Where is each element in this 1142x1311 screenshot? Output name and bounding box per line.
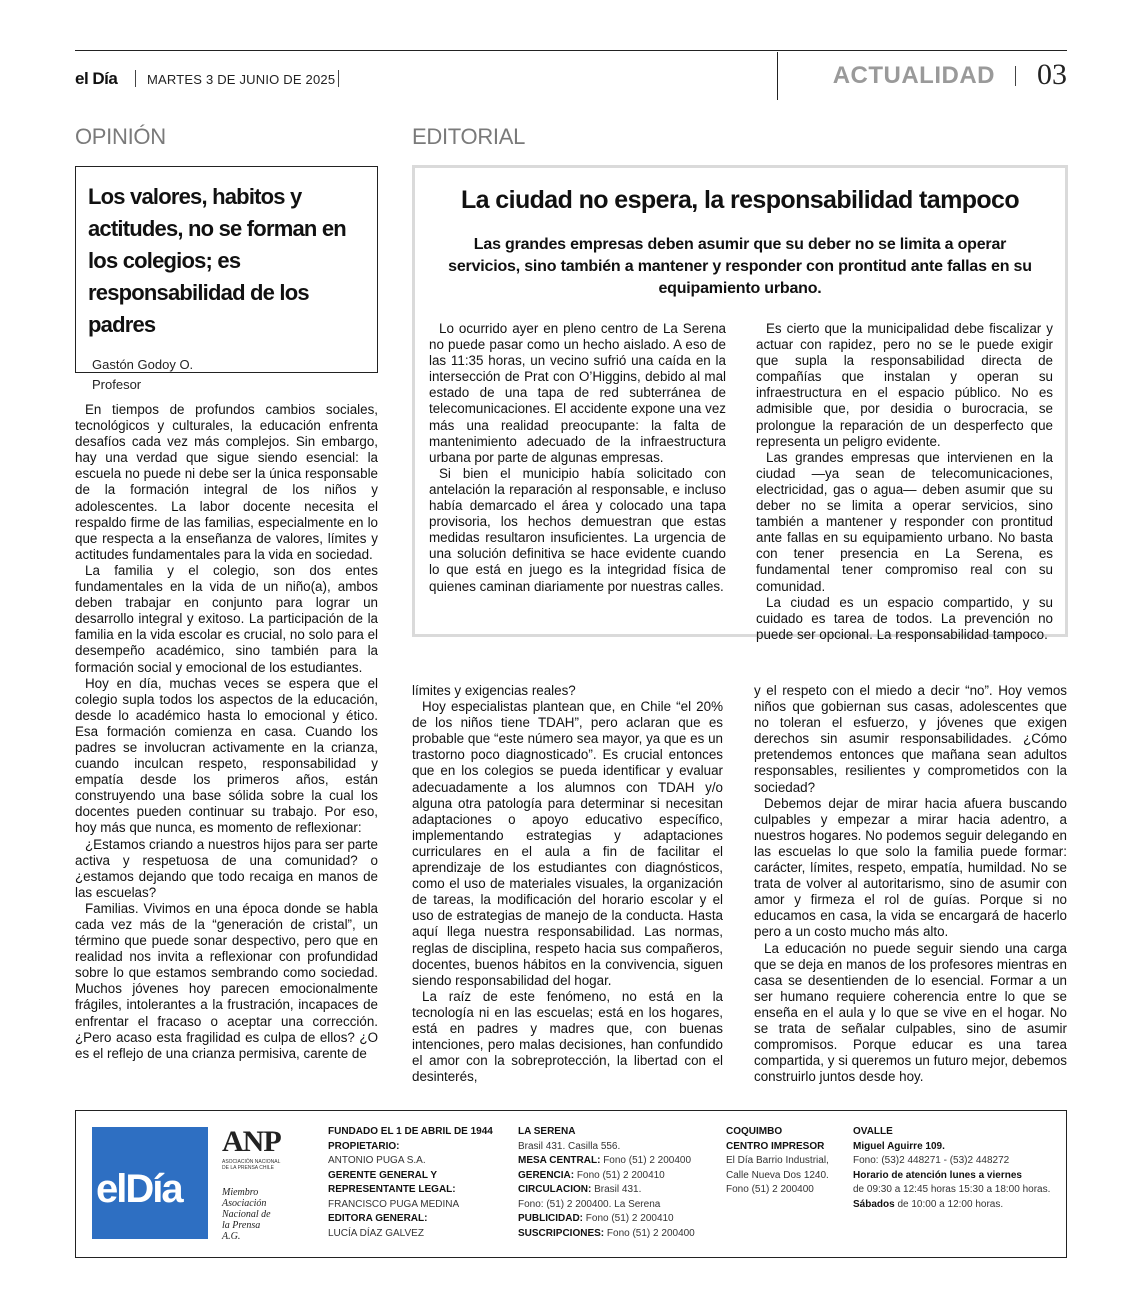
member-line: la Prensa	[222, 1220, 261, 1231]
anp-subtitle: ASOCIACIÓN NACIONAL DE LA PRENSA CHILE	[222, 1159, 281, 1171]
editorial-label: EDITORIAL	[412, 124, 526, 149]
member-line: Miembro	[222, 1187, 259, 1198]
paragraph: Hoy en día, muchas veces se espera que el colegio supla todos los aspectos de la educación, desde lo académico hasta lo emocional y ético. Esa formación comienza en casa. Cuando los padres se involucran activamente en la crianza, cuando inculcan respeto, responsabilidad y empatía desde los primeros años, están construyendo una base sólida sobre la cual los docentes pueden continuar su trabajo. Por eso, hoy más que nunca, es momento de reflexionar:	[75, 675, 378, 836]
contact-value: Fono: (51) 2 200400. La Serena	[518, 1198, 661, 1210]
contact-value: Fono: (53)2 448271 - (53)2 448272	[853, 1155, 1010, 1166]
header-separator	[338, 70, 339, 87]
hours-value: de 10:00 a 12:00 horas.	[897, 1198, 1004, 1210]
issue-date: MARTES 3 DE JUNIO DE 2025	[147, 72, 336, 87]
founded: FUNDADO EL 1 DE ABRIL DE 1944	[328, 1126, 493, 1137]
member-line: A.G.	[222, 1231, 241, 1242]
top-rule	[75, 50, 1067, 51]
opinion-column-2	[412, 683, 723, 1085]
contact-label: PUBLICIDAD:	[518, 1213, 583, 1224]
paragraph: límites y exigencias reales?	[412, 683, 576, 698]
paragraph: La familia y el colegio, son dos entes fundamentales en la vida de un niño(a), ambos deben trabajar en conjunto para lograr un desarrollo integral y exitoso. La participación de la familia en la vida escolar es crucial, no solo para el desempeño académico, sino también para la formación social y emocional de los estudiantes.	[75, 562, 378, 675]
el-dia-logo	[92, 1127, 208, 1239]
hours-value: de 09:30 a 12:45 horas 15:30 a 18:00 horas.	[853, 1184, 1051, 1195]
member-note	[222, 1187, 271, 1242]
paragraph: ¿Estamos criando a nuestros hijos para ser parte activa y respetuosa de una comunidad? o ¿estamos dejando que todo recaiga en manos de las escuelas?	[75, 836, 378, 900]
address: Brasil 431. Casilla 556.	[518, 1140, 621, 1152]
contact-label: MESA CENTRAL:	[518, 1155, 601, 1166]
paragraph: Hoy especialistas plantean que, en Chile “el 20% de los niños tiene TDAH”, pero aclaran que es probable que “este número sea mayor, ya que es un trastorno poco diagnosticado”. Es crucial entonces que en los colegios se pueda identificar y evaluar adecuadamente a los alumnos con TDAH y/o alguna otra patología para determinar si necesitan adaptaciones o apoyo educativo específico, implementando estrategias y adaptaciones curriculares en el aula a fin de facilitar el aprendizaje de los estudiantes con diagnósticos, como el uso de materiales visuales, la organización de tareas, la modificación del horario escolar y el uso de estrategias de manejo de la conducta. Hasta aquí llega nuestra responsabilidad. Las normas, reglas de disciplina, respeto hacia sus compañeros, docentes, buenos hábitos en la convivencia, siguen siendo responsabilidad del hogar.	[412, 699, 723, 988]
contact-value: Fono (51) 2 200400	[606, 1227, 695, 1239]
editorial-box	[412, 165, 1068, 642]
brand-name: el Día	[75, 69, 118, 88]
logo-text: elDía	[96, 1167, 182, 1211]
footer-staff	[328, 1125, 498, 1241]
section-name: ACTUALIDAD	[832, 62, 995, 89]
printer-label: CENTRO IMPRESOR	[726, 1140, 825, 1152]
anp-logo	[222, 1125, 286, 1179]
paragraph: Debemos dejar de mirar hacia afuera buscando culpables y empezar a mirar hacia adentro, a nuestros hogares. No podemos seguir delegando en las escuelas lo que solo la familia puede formar: carácter, límites, respeto, empatía, humildad. No se trata de volver al autoritarismo, sino de asumir con amor y firmeza el rol de guías. Porque si no educamos en casa, la vida se encargará de hacerlo pero a un costo mucho más alto.	[754, 795, 1067, 940]
anp-letters: ANP	[222, 1125, 281, 1158]
footer-ovalle	[853, 1125, 1058, 1212]
paragraph: Familias. Vivimos en una época donde se habla cada vez más de la “generación de cristal”, un término que puede sonar despectivo, pero que en realidad nos invita a reflexionar con profundidad sobre lo que estamos sembrando como sociedad. Muchos jóvenes hoy parecen emocionalmente frágiles, intolerantes a la frustración, incapaces de enfrentar el fracaso o aceptar una corrección. ¿Pero acaso esta fragilidad es culpa de ellos? ¿O es el reflejo de una crianza permisiva, carente de	[75, 900, 378, 1061]
editorial-column-1	[429, 321, 726, 595]
contact-value: Fono (51) 2 200410	[576, 1169, 665, 1181]
member-line: Asociación	[222, 1198, 267, 1209]
owner-label: PROPIETARIO:	[328, 1140, 400, 1152]
author-role: Profesor	[92, 377, 142, 392]
footer-la-serena	[518, 1125, 708, 1241]
masthead-footer	[75, 1110, 1067, 1258]
manager: FRANCISCO PUGA MEDINA	[328, 1198, 460, 1210]
opinion-label: OPINIÓN	[75, 124, 166, 149]
opinion-column-3	[754, 683, 1067, 1085]
author-name: Gastón Godoy O.	[92, 357, 194, 372]
owner: ANTONIO PUGA S.A.	[328, 1155, 426, 1166]
opinion-title: Los valores, habitos y actitudes, no se forman en los colegios; es responsabilidad de los padres	[88, 184, 346, 337]
editorial-title: La ciudad no espera, la responsabilidad tampoco	[460, 186, 1020, 214]
page-header	[75, 52, 1067, 100]
footer-coquimbo	[726, 1125, 836, 1198]
page-number: 03	[1037, 58, 1067, 91]
city-title: OVALLE	[853, 1126, 893, 1137]
contact-label: GERENCIA:	[518, 1169, 575, 1181]
address: Calle Nueva Dos 1240.	[726, 1169, 829, 1181]
paragraph: Si bien el municipio había solicitado con antelación la reparación al responsable, e incluso había demarcado el área y colocado una tapa provisoria, los hechos demuestran que estas medidas resultaron insuficientes. La urgencia de una solución definitiva se hace evidente cuando lo que está en juego es la integridad física de quienes caminan diariamente por nuestras calles.	[429, 465, 726, 594]
header-separator	[1015, 66, 1016, 86]
manager-label: GERENTE GENERAL Y	[328, 1169, 438, 1181]
paragraph: y el respeto con el miedo a decir “no”. Hoy vemos niños que gobiernan sus casas, adolescentes que no toleran el esfuerzo, y jóvenes que exigen derechos sin asumir responsabilidades. ¿Cómo pretendemos entonces que mañana sean adultos responsables, resilientes y comprometidos con la sociedad?	[754, 683, 1067, 795]
editorial-column-2	[756, 321, 1053, 643]
contact-value: Fono (51) 2 200400	[603, 1155, 692, 1166]
paragraph: En tiempos de profundos cambios sociales, tecnológicos y culturales, la educación enfrenta desafíos cada vez más complejos. Sin embargo, hay una verdad que sigue siendo esencial: la escuela no puede ni debe ser la única responsable de la formación integral de los niños y adolescentes. La labor docente necesita el respaldo firme de las familias, especialmente en lo que respecta a la enseñanza de valores, límites y actitudes fundamentales para la vida en sociedad.	[75, 402, 378, 562]
header-separator	[135, 70, 136, 87]
header-divider	[777, 52, 778, 100]
city-title: COQUIMBO	[726, 1126, 783, 1137]
opinion-headline-box	[75, 166, 378, 392]
contact-value: Fono (51) 2 200410	[585, 1213, 674, 1224]
paragraph: Es cierto que la municipalidad debe fiscalizar y actuar con rapidez, pero no se le puede exigir que supla la responsabilidad directa de compañías que instalan y operan su infraestructura en el espacio público. No es admisible que, por desidia o burocracia, se prolongue la reparación de un desperfecto que representa un peligro evidente.	[756, 321, 1053, 449]
editorial-lead: Las grandes empresas deben asumir que su deber no se limita a operar servicios, sino también a mantener y responder con prontitud ante fallas en su equipamiento urbano.	[448, 236, 1032, 297]
opinion-column-1	[75, 402, 378, 1062]
address: El Día Barrio Industrial,	[726, 1155, 829, 1166]
paragraph: Lo ocurrido ayer en pleno centro de La Serena no puede pasar como un hecho aislado. A eso de las 11:35 horas, un vecino sufrió una caída en la intersección de Prat con O’Higgins, debido al mal estado de una tapa de red subterránea de telecomunicaciones. El accidente expone una vez más una realidad preocupante: la falta de mantenimiento adecuado de la infraestructura urbana por parte de algunas empresas.	[429, 321, 726, 465]
contact-value: Brasil 431.	[594, 1184, 642, 1195]
opinion-byline	[88, 355, 367, 395]
paragraph: Las grandes empresas que intervienen en la ciudad —ya sean de telecomunicaciones, electricidad, gas o agua— deben asumir que su deber no se limita a operar servicios, sino también a mantener y responder con prontitud ante fallas en su equipamiento urbano. No basta con tener presencia en La Serena, es fundamental tener compromiso real con su comunidad.	[756, 449, 1053, 594]
manager-label: REPRESENTANTE LEGAL:	[328, 1184, 456, 1195]
editor-label: EDITORA GENERAL:	[328, 1213, 428, 1224]
editor: LUCÍA DÍAZ GALVEZ	[328, 1227, 424, 1239]
hours-label: Sábados	[853, 1198, 895, 1210]
contact-label: CIRCULACION:	[518, 1184, 592, 1195]
paragraph: La educación no puede seguir siendo una carga que se deja en manos de los profesores mientras en casa se desentienden de lo esencial. Formar a un ser humano requiere coherencia entre lo que se enseña en el aula y lo que se vive en el hogar. No se trata de señalar culpables, sino de asumir compromisos. Porque educar es una tarea compartida, y si queremos un futuro mejor, debemos construirlo juntos desde hoy.	[754, 940, 1067, 1085]
contact-label: SUSCRIPCIONES:	[518, 1227, 605, 1239]
member-line: Nacional de	[222, 1209, 271, 1220]
contact-value: Fono (51) 2 200400	[726, 1184, 814, 1195]
city-title: LA SERENA	[518, 1126, 576, 1137]
address: Miguel Aguirre 109.	[853, 1140, 945, 1152]
hours-label: Horario de atención lunes a viernes	[853, 1169, 1022, 1181]
paragraph: La raíz de este fenómeno, no está en la tecnología ni en las escuelas; está en los hogares, está en padres y madres que, con buenas intenciones, pero malas decisiones, han confundido el amor con la sobreprotección, la libertad con el desinterés,	[412, 988, 723, 1085]
paragraph: La ciudad es un espacio compartido, y su cuidado es tarea de todos. La prevención no puede ser opcional. La responsabilidad tampoco.	[756, 594, 1053, 642]
